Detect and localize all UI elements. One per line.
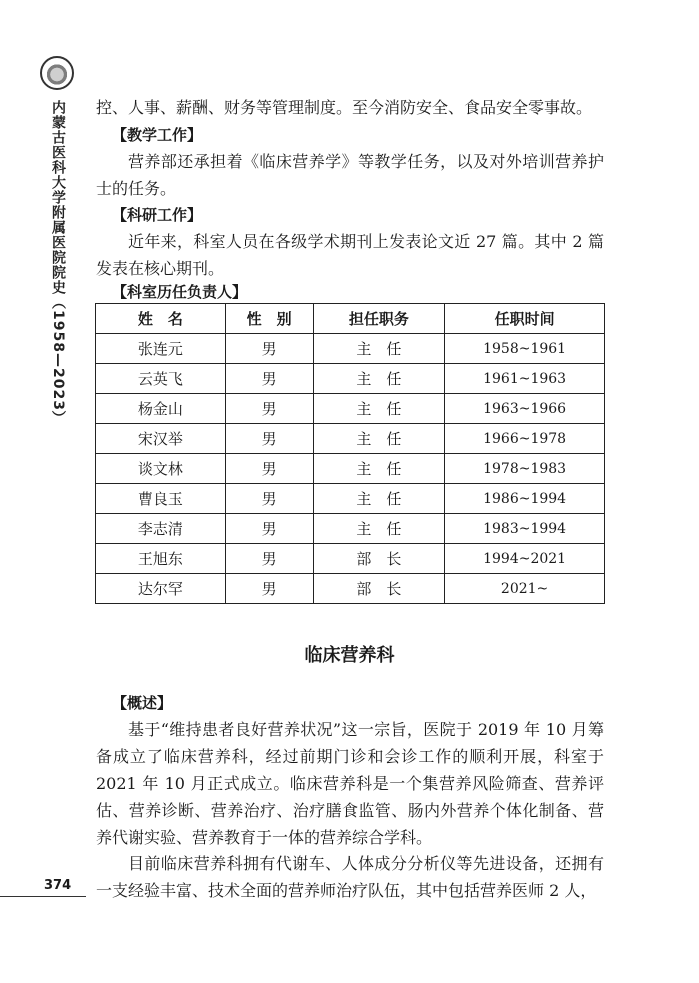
header-tenure: 任职时间	[445, 304, 605, 334]
page-sidebar	[0, 0, 80, 900]
table-row	[96, 544, 605, 574]
cell-gender: 男	[225, 514, 313, 544]
footer-rule	[0, 896, 86, 897]
hospital-logo-icon	[40, 56, 74, 90]
header-gender: 性 别	[225, 304, 313, 334]
cell-tenure: 2021~	[445, 574, 605, 604]
cell-tenure: 1958~1961	[445, 334, 605, 364]
cell-position: 主 任	[313, 424, 445, 454]
cell-name: 李志清	[96, 514, 226, 544]
teaching-paragraph: 营养部还承担着《临床营养学》等教学任务，以及对外培训营养护士的任务。	[96, 152, 604, 198]
cell-gender: 男	[225, 484, 313, 514]
research-heading: 【科研工作】	[112, 206, 203, 224]
cell-gender: 男	[225, 364, 313, 394]
cell-name: 王旭东	[96, 544, 226, 574]
leaders-heading: 【科室历任负责人】	[112, 283, 248, 301]
cell-gender: 男	[225, 424, 313, 454]
cell-position: 部 长	[313, 574, 445, 604]
table-row	[96, 364, 605, 394]
cell-tenure: 1978~1983	[445, 454, 605, 484]
overview-heading: 【概述】	[112, 694, 173, 712]
header-name: 姓 名	[96, 304, 226, 334]
cell-name: 杨金山	[96, 394, 226, 424]
cell-name: 曹良玉	[96, 484, 226, 514]
table-row	[96, 574, 605, 604]
cell-name: 谈文林	[96, 454, 226, 484]
cell-tenure: 1961~1963	[445, 364, 605, 394]
section-title: 临床营养科	[304, 645, 395, 666]
table-row	[96, 514, 605, 544]
cell-name: 云英飞	[96, 364, 226, 394]
cell-tenure: 1986~1994	[445, 484, 605, 514]
cell-gender: 男	[225, 454, 313, 484]
cell-position: 主 任	[313, 454, 445, 484]
teaching-heading: 【教学工作】	[112, 126, 203, 144]
cell-tenure: 1983~1994	[445, 514, 605, 544]
cell-gender: 男	[225, 544, 313, 574]
table-row	[96, 454, 605, 484]
leaders-table	[95, 303, 605, 604]
current-paragraph: 目前临床营养科拥有代谢车、人体成分分析仪等先进设备，还拥有一支经验丰富、技术全面的营养师治疗队伍，其中包括营养医师 2 人，	[96, 854, 604, 900]
cell-name: 宋汉举	[96, 424, 226, 454]
cell-position: 主 任	[313, 364, 445, 394]
book-title: 内蒙古医科大学附属医院院史（1958—2023）	[50, 100, 66, 426]
cell-tenure: 1994~2021	[445, 544, 605, 574]
cell-gender: 男	[225, 394, 313, 424]
cell-position: 部 长	[313, 544, 445, 574]
cell-position: 主 任	[313, 514, 445, 544]
cell-gender: 男	[225, 574, 313, 604]
cell-name: 张连元	[96, 334, 226, 364]
page-number: 374	[44, 878, 72, 893]
table-header-row	[96, 304, 605, 334]
cell-position: 主 任	[313, 334, 445, 364]
research-paragraph: 近年来，科室人员在各级学术期刊上发表论文近 27 篇。其中 2 篇发表在核心期刊。	[96, 232, 604, 278]
cell-tenure: 1966~1978	[445, 424, 605, 454]
table-row	[96, 334, 605, 364]
cell-position: 主 任	[313, 394, 445, 424]
table-row	[96, 484, 605, 514]
cell-gender: 男	[225, 334, 313, 364]
paragraph-management: 控、人事、薪酬、财务等管理制度。至今消防安全、食品安全零事故。	[96, 98, 593, 117]
cell-position: 主 任	[313, 484, 445, 514]
table-row	[96, 394, 605, 424]
table-row	[96, 424, 605, 454]
overview-paragraph: 基于“维持患者良好营养状况”这一宗旨，医院于 2019 年 10 月筹备成立了临床营养科，经过前期门诊和会诊工作的顺利开展，科室于 2021 年 10 月正式成立。临床营养科是一个集营养风险筛查、营养评估、营养诊断、营养治疗、治疗膳食监管、肠内外营养个体化制备、营养代谢实验、营养教育于一体的营养综合学科。	[96, 720, 604, 847]
cell-tenure: 1963~1966	[445, 394, 605, 424]
header-position: 担任职务	[313, 304, 445, 334]
cell-name: 达尔罕	[96, 574, 226, 604]
